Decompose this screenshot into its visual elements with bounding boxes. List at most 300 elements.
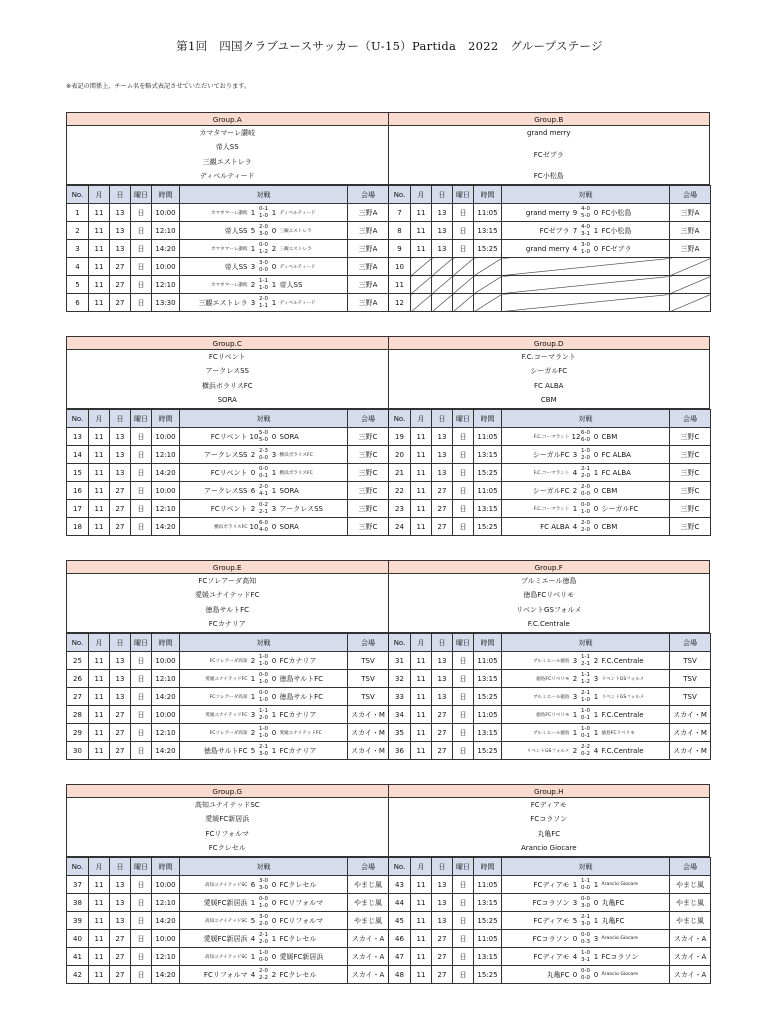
home-score: 4 (572, 468, 578, 477)
home-team: FCソレアーダ高知 (209, 730, 248, 736)
match-number: 40 (67, 930, 89, 948)
kickoff-time: 14:20 (152, 966, 180, 984)
kickoff-time: 13:15 (474, 670, 502, 688)
second-half-score: 5-0 (259, 436, 268, 443)
half-scores (579, 430, 593, 443)
match-weekday: 日 (131, 240, 152, 258)
away-score: 1 (271, 468, 277, 477)
match-weekday: 日 (453, 948, 474, 966)
second-half-score: 0-1 (259, 472, 268, 479)
table-row (67, 876, 711, 894)
match-weekday: 日 (131, 500, 152, 518)
match-weekday: 日 (453, 670, 474, 688)
empty-cell (474, 294, 502, 312)
kickoff-time: 15:25 (474, 688, 502, 706)
home-team: 帝人SS (224, 262, 248, 271)
empty-cell (670, 258, 711, 276)
match-cell (180, 688, 348, 706)
abbreviation-note: ※表記の関係上、チーム名を略式表記させていただいております。 (66, 83, 251, 90)
match-venue: 三野C (670, 464, 711, 482)
half-scores (257, 878, 271, 891)
match-month: 11 (411, 706, 432, 724)
kickoff-time: 14:20 (152, 518, 180, 536)
match-cell (180, 742, 348, 760)
home-score: 2 (250, 728, 256, 737)
away-score: 1 (271, 934, 277, 943)
away-team: 愛媛FC新居浜 (279, 952, 324, 961)
first-half-score: 0-0 (259, 242, 268, 248)
kickoff-time: 11:05 (474, 428, 502, 446)
match-result (502, 742, 669, 759)
match-cell (180, 464, 348, 482)
match-number: 26 (67, 670, 89, 688)
match-weekday: 日 (453, 912, 474, 930)
away-score: 1 (593, 692, 599, 701)
match-weekday: 日 (131, 930, 152, 948)
second-half-score: 0-1 (581, 714, 590, 721)
table-row (67, 912, 711, 930)
table-row (67, 706, 711, 724)
home-score: 3 (572, 898, 578, 907)
half-scores (579, 744, 593, 757)
home-team: 丸亀FC (546, 970, 570, 979)
away-team: FCカナリア (279, 746, 317, 755)
column-header-day: 日 (110, 410, 131, 428)
kickoff-time: 13:15 (474, 500, 502, 518)
column-header-month: 月 (411, 410, 432, 428)
first-half-score: 0-0 (259, 896, 268, 902)
second-half-score: 1-1 (259, 302, 268, 309)
empty-cell (453, 258, 474, 276)
team-name: 徳島FCリベリモ (523, 591, 575, 600)
column-header-day: 日 (432, 410, 453, 428)
home-team: FCリフォルマ (203, 970, 248, 979)
match-result (180, 500, 347, 517)
match-weekday: 日 (453, 894, 474, 912)
half-scores (579, 950, 593, 963)
second-half-score: 5-0 (581, 212, 590, 219)
column-header-row (67, 186, 711, 204)
match-cell (502, 518, 670, 536)
match-month: 11 (411, 948, 432, 966)
column-header-weekday: 曜日 (453, 634, 474, 652)
home-score: 1 (572, 728, 578, 737)
match-month: 11 (89, 276, 110, 294)
match-number: 7 (389, 204, 411, 222)
team-name: ブルミエール徳島 (520, 577, 577, 585)
match-weekday: 日 (131, 518, 152, 536)
group-label: Group.H (389, 784, 711, 798)
match-result (502, 966, 669, 983)
second-half-score: 4-1 (259, 490, 268, 497)
match-day: 13 (432, 446, 453, 464)
match-weekday: 日 (131, 222, 152, 240)
away-team: リベントGSフォルメ (601, 694, 645, 700)
group-label: Group.F (389, 560, 711, 574)
match-day: 13 (432, 912, 453, 930)
match-weekday: 日 (453, 966, 474, 984)
column-header-time: 時間 (474, 634, 502, 652)
match-venue: やまじ風 (670, 894, 711, 912)
team-name: FCクレセル (208, 843, 246, 852)
match-day: 13 (110, 688, 131, 706)
second-half-score: 0-0 (581, 974, 590, 981)
match-venue: やまじ風 (348, 876, 389, 894)
column-header-time: 時間 (152, 634, 180, 652)
empty-cell (432, 294, 453, 312)
match-month: 11 (89, 912, 110, 930)
match-month: 11 (411, 222, 432, 240)
match-number: 13 (67, 428, 89, 446)
match-weekday: 日 (131, 258, 152, 276)
column-header-no: No. (389, 634, 411, 652)
away-score: 1 (593, 468, 599, 477)
team-name: 丸亀FC (537, 829, 561, 838)
away-score: 0 (271, 674, 277, 683)
first-half-score: 2-1 (259, 932, 268, 938)
away-score: 0 (593, 898, 599, 907)
table-row (67, 428, 711, 446)
match-weekday: 日 (131, 428, 152, 446)
match-day: 27 (110, 482, 131, 500)
match-cell (180, 652, 348, 670)
second-half-score: 3-0 (259, 230, 268, 237)
match-month: 11 (411, 670, 432, 688)
second-half-score: 0-0 (259, 454, 268, 461)
half-scores (579, 502, 593, 515)
group-block (66, 112, 710, 312)
match-weekday: 日 (453, 464, 474, 482)
column-header-no: No. (389, 410, 411, 428)
second-half-score: 3-0 (259, 884, 268, 891)
away-score: 1 (271, 746, 277, 755)
away-score: 0 (271, 952, 277, 961)
empty-cell (411, 294, 432, 312)
group-label: Group.E (66, 560, 389, 574)
team-name: 横浜ボラリスFC (201, 381, 253, 390)
match-cell (502, 500, 670, 518)
first-half-score: 2-3 (259, 448, 268, 454)
away-team: Arancio Giocare (601, 972, 638, 977)
home-score: 3 (572, 692, 578, 701)
away-team: Arancio Giocare (601, 936, 638, 941)
match-number: 46 (389, 930, 411, 948)
team-name: FCカナリア (208, 619, 246, 628)
match-number: 14 (67, 446, 89, 464)
match-month: 11 (89, 670, 110, 688)
match-cell (180, 930, 348, 948)
match-result (180, 276, 347, 293)
team-name: FCディアモ (530, 801, 567, 809)
kickoff-time: 11:05 (474, 876, 502, 894)
first-half-score: 1-1 (581, 654, 590, 660)
home-score: 5 (250, 226, 256, 235)
match-weekday: 日 (131, 670, 152, 688)
away-team: ディベルティード (279, 210, 316, 216)
half-scores (579, 932, 593, 945)
kickoff-time: 11:05 (474, 930, 502, 948)
home-score: 4 (572, 952, 578, 961)
away-score: 1 (271, 710, 277, 719)
column-header-weekday: 曜日 (453, 186, 474, 204)
table-row (67, 204, 711, 222)
match-cell (180, 894, 348, 912)
match-table (66, 633, 711, 760)
match-cell (502, 204, 670, 222)
column-header-match: 対戦 (180, 858, 348, 876)
match-month: 11 (89, 240, 110, 258)
away-team: Arancio Giocare (601, 882, 638, 887)
match-venue: 三野C (670, 446, 711, 464)
table-row (67, 724, 711, 742)
first-half-score: 3-0 (259, 260, 268, 266)
match-day: 27 (432, 500, 453, 518)
match-number: 17 (67, 500, 89, 518)
second-half-score: 4-0 (259, 526, 268, 533)
second-half-score: 3-0 (581, 902, 590, 909)
match-venue: スカイ・M (670, 724, 711, 742)
home-team: 高知ユナイテッドSC (204, 954, 248, 960)
match-day: 27 (110, 518, 131, 536)
team-list (67, 574, 388, 632)
half-scores (257, 744, 271, 757)
first-half-score: 1-0 (259, 654, 268, 660)
match-venue: 三野C (670, 500, 711, 518)
half-scores (257, 914, 271, 927)
team-name: 徳島サルトFC (205, 605, 250, 614)
match-day: 13 (110, 670, 131, 688)
home-team: カマタマーレ讃岐 (210, 282, 248, 288)
match-day: 27 (432, 930, 453, 948)
match-venue: スカイ・M (348, 706, 389, 724)
first-half-score: 2-2 (581, 744, 590, 750)
match-day: 27 (432, 742, 453, 760)
away-team: CBM (601, 486, 618, 495)
match-result (502, 876, 669, 893)
table-row (67, 742, 711, 760)
column-header-row (67, 858, 711, 876)
team-name: FC小松島 (533, 172, 564, 180)
match-result (180, 446, 347, 463)
kickoff-time: 11:05 (474, 652, 502, 670)
half-scores (257, 672, 271, 685)
home-score: 4 (572, 522, 578, 531)
match-number: 41 (67, 948, 89, 966)
column-header-time: 時間 (474, 858, 502, 876)
match-venue: 三野C (348, 464, 389, 482)
home-team: FC ALBA (540, 522, 570, 531)
home-team: 愛媛FC新居浜 (203, 898, 248, 907)
column-header-no: No. (67, 858, 89, 876)
table-row (67, 518, 711, 536)
table-row (67, 446, 711, 464)
column-header-weekday: 曜日 (453, 410, 474, 428)
first-half-score: 1-0 (259, 950, 268, 956)
away-team: シーガルFC (601, 504, 639, 513)
column-header-no: No. (67, 634, 89, 652)
match-weekday: 日 (131, 912, 152, 930)
match-cell (180, 724, 348, 742)
home-score: 4 (250, 970, 256, 979)
second-half-score: 1-0 (259, 660, 268, 667)
first-half-score: 1-1 (259, 708, 268, 714)
away-team: SORA (279, 522, 299, 531)
away-score: 1 (593, 226, 599, 235)
team-list (67, 798, 388, 856)
match-day: 13 (432, 670, 453, 688)
column-header-month: 月 (89, 186, 110, 204)
match-weekday: 日 (453, 930, 474, 948)
match-number: 44 (389, 894, 411, 912)
match-venue: 三野A (348, 204, 389, 222)
match-cell (502, 670, 670, 688)
empty-cell (670, 294, 711, 312)
match-result (180, 518, 347, 535)
match-day: 27 (110, 294, 131, 312)
match-day: 13 (110, 894, 131, 912)
home-score: 6 (250, 880, 256, 889)
home-team: FCコラソン (532, 934, 570, 943)
group-label: Group.B (389, 112, 711, 126)
group-header-row (66, 560, 710, 574)
match-cell (502, 876, 670, 894)
first-half-score: 0-0 (581, 896, 590, 902)
home-team: 高知ユナイテッドSC (204, 918, 248, 924)
home-score: 0 (250, 468, 256, 477)
away-score: 1 (593, 728, 599, 737)
half-scores (257, 484, 271, 497)
match-day: 27 (110, 930, 131, 948)
away-team: 三観エストレラ (279, 246, 312, 252)
match-cell (180, 706, 348, 724)
match-cell (180, 876, 348, 894)
match-result (180, 724, 347, 741)
away-team: FCリフォルマ (279, 898, 324, 907)
kickoff-time: 10:00 (152, 482, 180, 500)
match-number: 33 (389, 688, 411, 706)
match-month: 11 (89, 518, 110, 536)
match-day: 13 (432, 652, 453, 670)
second-half-score: 3-0 (259, 750, 268, 757)
match-weekday: 日 (453, 652, 474, 670)
match-venue: 三野A (670, 222, 711, 240)
away-score: 1 (593, 916, 599, 925)
match-month: 11 (411, 894, 432, 912)
second-half-score: 3-1 (581, 956, 590, 963)
home-team: FCゼブラ (539, 226, 570, 235)
first-half-score: 1-1 (581, 672, 590, 678)
match-result (502, 912, 669, 929)
away-score: 0 (593, 450, 599, 459)
match-day: 27 (110, 948, 131, 966)
match-result (502, 706, 669, 723)
match-venue: スカイ・M (348, 724, 389, 742)
home-score: 2 (572, 486, 578, 495)
match-result (180, 966, 347, 983)
kickoff-time: 14:20 (152, 464, 180, 482)
match-number: 36 (389, 742, 411, 760)
match-month: 11 (89, 876, 110, 894)
match-month: 11 (411, 652, 432, 670)
match-number: 35 (389, 724, 411, 742)
match-weekday: 日 (131, 652, 152, 670)
match-venue: スカイ・M (670, 742, 711, 760)
kickoff-time: 12:10 (152, 222, 180, 240)
column-header-day: 日 (432, 858, 453, 876)
home-score: 1 (250, 674, 256, 683)
match-venue: やまじ風 (670, 912, 711, 930)
column-header-day: 日 (110, 186, 131, 204)
second-half-score: 1-0 (581, 696, 590, 703)
match-cell (180, 948, 348, 966)
match-month: 11 (411, 446, 432, 464)
first-half-score: 2-0 (581, 520, 590, 526)
match-day: 13 (432, 240, 453, 258)
home-team: 愛媛ユナイテッドFC (205, 676, 248, 682)
match-weekday: 日 (131, 724, 152, 742)
match-venue: 三野A (348, 258, 389, 276)
home-team: 横浜ボラリスFC (214, 524, 248, 530)
match-number: 42 (67, 966, 89, 984)
empty-cell (474, 258, 502, 276)
half-scores (257, 502, 271, 515)
away-score: 0 (271, 692, 277, 701)
home-team: FCディアモ (533, 916, 570, 925)
team-name: ディベルティード (199, 171, 255, 180)
empty-cell (453, 276, 474, 294)
second-half-score: 2-0 (581, 526, 590, 533)
match-cell (180, 518, 348, 536)
match-cell (180, 966, 348, 984)
away-score: 1 (271, 280, 277, 289)
team-name: カマタマーレ讃岐 (199, 129, 256, 137)
column-header-match: 対戦 (180, 634, 348, 652)
team-name: SORA (217, 395, 237, 404)
half-scores (579, 242, 593, 255)
away-score: 3 (271, 450, 277, 459)
away-team: 愛媛ユナイテッドFC (279, 730, 322, 736)
team-name: 愛媛FC新居浜 (205, 815, 250, 824)
home-team: シーガルFC (532, 486, 570, 495)
home-team: カマタマーレ讃岐 (210, 246, 248, 252)
kickoff-time: 15:25 (474, 518, 502, 536)
table-row (67, 276, 711, 294)
first-half-score: 2-0 (259, 296, 268, 302)
kickoff-time: 14:20 (152, 688, 180, 706)
kickoff-time: 15:25 (474, 912, 502, 930)
second-half-score: 0-0 (259, 266, 268, 273)
match-day: 13 (110, 464, 131, 482)
match-day: 13 (432, 688, 453, 706)
home-team: F.C.コーマラント (533, 506, 570, 512)
match-venue: 三野A (348, 294, 389, 312)
match-number: 22 (389, 482, 411, 500)
home-score: 10 (249, 522, 259, 531)
home-score: 3 (572, 656, 578, 665)
team-name: FCリフォルマ (205, 829, 250, 838)
match-venue: スカイ・M (670, 706, 711, 724)
away-team: CBM (601, 522, 618, 531)
match-cell (502, 240, 670, 258)
match-weekday: 日 (453, 742, 474, 760)
away-team: F.C.Centrale (601, 656, 644, 665)
away-team: アークレスSS (279, 504, 323, 513)
home-score: 7 (572, 226, 578, 235)
match-day: 13 (110, 204, 131, 222)
match-month: 11 (411, 742, 432, 760)
half-scores (579, 896, 593, 909)
match-number: 2 (67, 222, 89, 240)
